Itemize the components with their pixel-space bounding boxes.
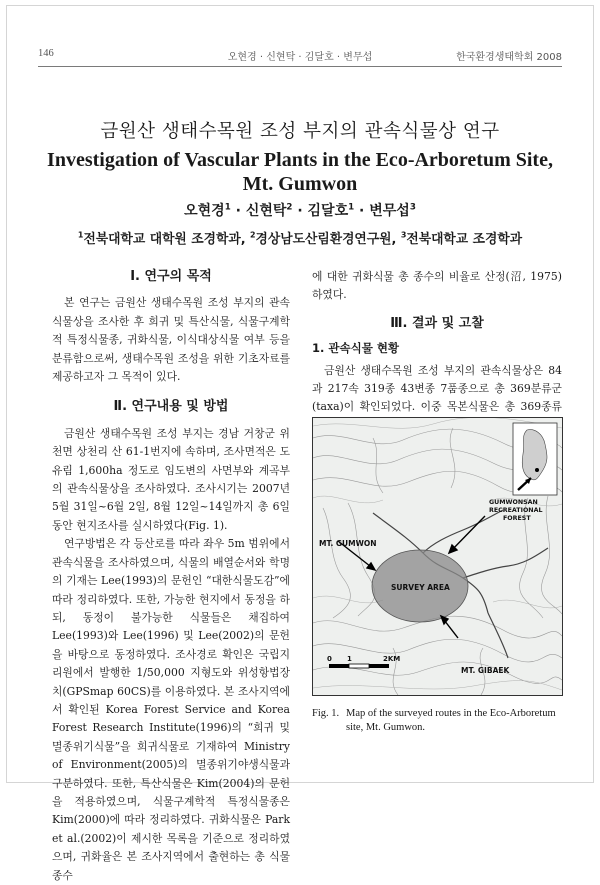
affiliation-name: 전북대학교 조경학과 — [406, 232, 523, 247]
running-header-journal: 한국환경생태학회 2008 — [456, 52, 562, 63]
figure-caption-label: Fig. 1. — [312, 708, 340, 719]
affiliation-mark: 1 — [77, 230, 84, 240]
author-mark: 1 — [224, 202, 231, 213]
section-heading-purpose: Ⅰ. 연구의 목적 — [130, 269, 212, 284]
author-separator: · — [292, 203, 308, 219]
paragraph-carry: 에 대한 귀화식물 총 종수의 비율로 산정(沼, 1975)하였다. — [312, 270, 562, 302]
title-english — [40, 148, 560, 196]
title-english-line2: Mt. Gumwon — [242, 173, 358, 195]
affiliation-mark: 3 — [400, 230, 407, 240]
label-recreational-forest-1: GUMWONSAN — [489, 499, 538, 506]
author-separator: · — [354, 203, 370, 219]
label-recreational-forest-2: RECREATIONAL — [489, 507, 543, 514]
paragraph-flora: 금원산 생태수목원 조성 부지의 관속식물상은 84과 217속 319종 43변종 7품종으로 총 369분류군(taxa)이 확인되었다. 이중 목본식물은 총 369종류 — [312, 363, 562, 414]
inset-location-map — [513, 423, 557, 495]
figure-caption — [312, 707, 562, 735]
section-heading-results: Ⅲ. 결과 및 고찰 — [390, 315, 484, 331]
survey-map-figure — [312, 417, 563, 696]
author-mark: 1 — [348, 202, 355, 213]
subsection-heading-flora: 1. 관속식물 현황 — [312, 341, 400, 356]
scale-label-0: 0 — [327, 655, 332, 663]
author-list — [0, 200, 600, 220]
paragraph-methods-1: 금원산 생태수목원 조성 부지는 경남 거창군 위천면 상천리 산 61-1번지에 속하며, 조사면적은 도유림 1,600ha 정도로 임도변의 사면부와 계곡부의 관속식물상을 조사하였다. 조사시기는 2007년 5월 31일~6월 2일, 8월 12일~14일까지 총 6일 동안 현지조사를 실시하였다(Fig. 1). — [52, 426, 290, 532]
author-mark: 3 — [409, 202, 416, 213]
author-mark: 2 — [286, 202, 293, 213]
label-mt-gibaek: MT. GIBAEK — [461, 666, 510, 675]
affiliation-name: 전북대학교 대학원 조경학과, — [83, 232, 251, 247]
paragraph-methods-2: 연구방법은 각 등산로를 따라 좌우 5m 범위에서 관속식물을 조사하였으며, 식물의 배열순서와 학명의 기재는 Lee(1993)의 문헌인 “대한식물도감”에 따라 정리하였다. 또한, 가능한 현지에서 동정을 하되, 동정이 불가능한 식물들은 채집하여 Lee(1993)와 Lee(1996) 및 Lee(2002)의 문헌을 바탕으로 동정하였다. 조사경로 확인은 국립지리원에서 발행한 1/50,000 지형도와 위성항법장치(GPSmap 60CS)를 이용하였다. 본 조사지역에서 확인된 Korea Forest Service and Korea Forest Research Institute(1996)의 “희귀 및 멸종위기식물”을 희귀식물로 기재하여 Ministry of Environment(2005)의 멸종위기야생식물과 구분하였다. 또한, 특산식물은 Kim(2004)의 문헌을 적용하였으며, 식물구계학적 특정식물종은 Kim(2000)에 따라 정리하였다. 귀화식물은 Park et al.(2002)이 제시한 목록을 기준으로 정리하였으며, 귀화율은 본 조사지역에서 출현하는 총 식물 종수 — [52, 537, 290, 882]
left-column — [52, 268, 290, 885]
author-name: 김달호 — [307, 203, 349, 219]
label-mt-gumwon: MT. GUMWON — [319, 539, 377, 548]
author-name: 오현경 — [184, 203, 225, 219]
label-survey-area: SURVEY AREA — [391, 583, 450, 592]
title-english-line1: Investigation of Vascular Plants in the Eco-Arboretum Site, — [47, 149, 553, 171]
affiliation-mark: 2 — [250, 230, 256, 240]
title-korean: 금원산 생태수목원 조성 부지의 관속식물상 연구 — [100, 121, 500, 142]
label-recreational-forest-3: FOREST — [503, 515, 531, 522]
author-separator: · — [230, 203, 246, 219]
author-name: 신현탁 — [245, 203, 287, 219]
affiliation-list — [0, 228, 600, 247]
running-header-authors: 오현경 · 신현탁 · 김달호 · 변무섭 — [227, 52, 373, 63]
affiliation-name: 경상남도산림환경연구원, — [255, 232, 401, 247]
figure-caption-text: Map of the surveyed routes in the Eco-Arboretum site, Mt. Gumwon. — [346, 708, 556, 733]
header-rule — [38, 66, 562, 67]
section-heading-methods: Ⅱ. 연구내용 및 방법 — [113, 399, 229, 415]
survey-map — [313, 418, 562, 695]
page-number: 146 — [38, 48, 54, 59]
scale-label-1: 1 — [347, 655, 352, 663]
scale-label-2km: 2KM — [383, 655, 401, 663]
paragraph-purpose: 본 연구는 금원산 생태수목원 조성 부지의 관속식물상을 조사한 후 희귀 및 특산식물, 식물구계학적 특정식물종, 귀화식물, 이식대상식물 여부 등을 분류함으로써, 생태수목원 조성을 위한 기초자료를 제공하고자 그 목적이 있다. — [52, 296, 290, 384]
author-name: 변무섭 — [369, 203, 410, 219]
